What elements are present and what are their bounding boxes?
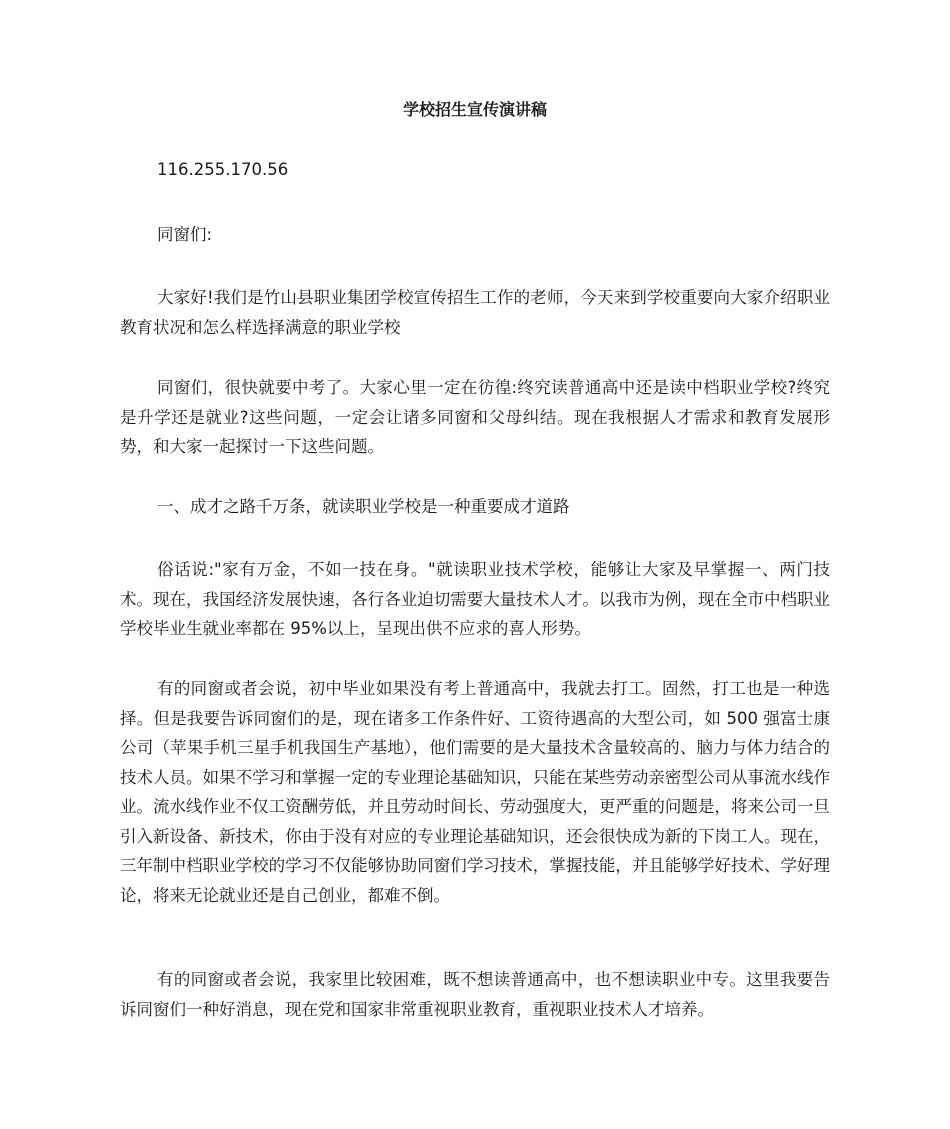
section-heading-1: 一、成才之路千万条，就读职业学校是一种重要成才道路 xyxy=(157,497,570,516)
ip-line: 116.255.170.56 xyxy=(157,160,289,179)
greeting: 同窗们: xyxy=(157,225,213,244)
paragraph-intro: 大家好!我们是竹山县职业集团学校宣传招生工作的老师，今天来到学校重要向大家介绍职业教育状况和怎么样选择满意的职业学校 xyxy=(120,288,830,337)
paragraph-work-option: 有的同窗或者会说，初中毕业如果没有考上普通高中，我就去打工。固然，打工也是一种选择。但是我要告诉同窗们的是，现在诸多工作条件好、工资待遇高的大型公司，如 500 强富士康公司（苹果手机三星手机我国生产基地），他们需要的是大量技术含量较高的、脑力与体力结合的技术人员。如果不学习和掌握一定的专业理论基础知识，只能在某些劳动亲密型公司从事流水线作业。流水线作业不仅工资酬劳低，并且劳动时间长、劳动强度大，更严重的问题是，将来公司一旦引入新设备、新技术，你由于没有对应的专业理论基础知识，还会很快成为新的下岗工人。现在，三年制中档职业学校的学习不仅能够协助同窗们学习技术，掌握技能，并且能够学好技术、学好理论，将来无论就业还是自己创业，都难不倒。 xyxy=(120,679,830,905)
document-title: 学校招生宣传演讲稿 xyxy=(402,100,547,119)
paragraph-financial-difficulty: 有的同窗或者会说，我家里比较困难，既不想读普通高中，也不想读职业中专。这里我要告诉同窗们一种好消息，现在党和国家非常重视职业教育，重视职业技术人才培养。 xyxy=(120,970,830,1019)
paragraph-exam-question: 同窗们，很快就要中考了。大家心里一定在彷徨:终究读普通高中还是读中档职业学校?终究是升学还是就业?这些问题，一定会让诸多同窗和父母纠结。现在我根据人才需求和教育发展形势，和大家一起探讨一下这些问题。 xyxy=(120,378,830,456)
paragraph-skills-saying: 俗话说:"家有万金，不如一技在身。"就读职业技术学校，能够让大家及早掌握一、两门技术。现在，我国经济发展快速，各行各业迫切需要大量技术人才。以我市为例，现在全市中档职业学校毕业生就业率都在 95%以上，呈现出供不应求的喜人形势。 xyxy=(120,560,830,638)
